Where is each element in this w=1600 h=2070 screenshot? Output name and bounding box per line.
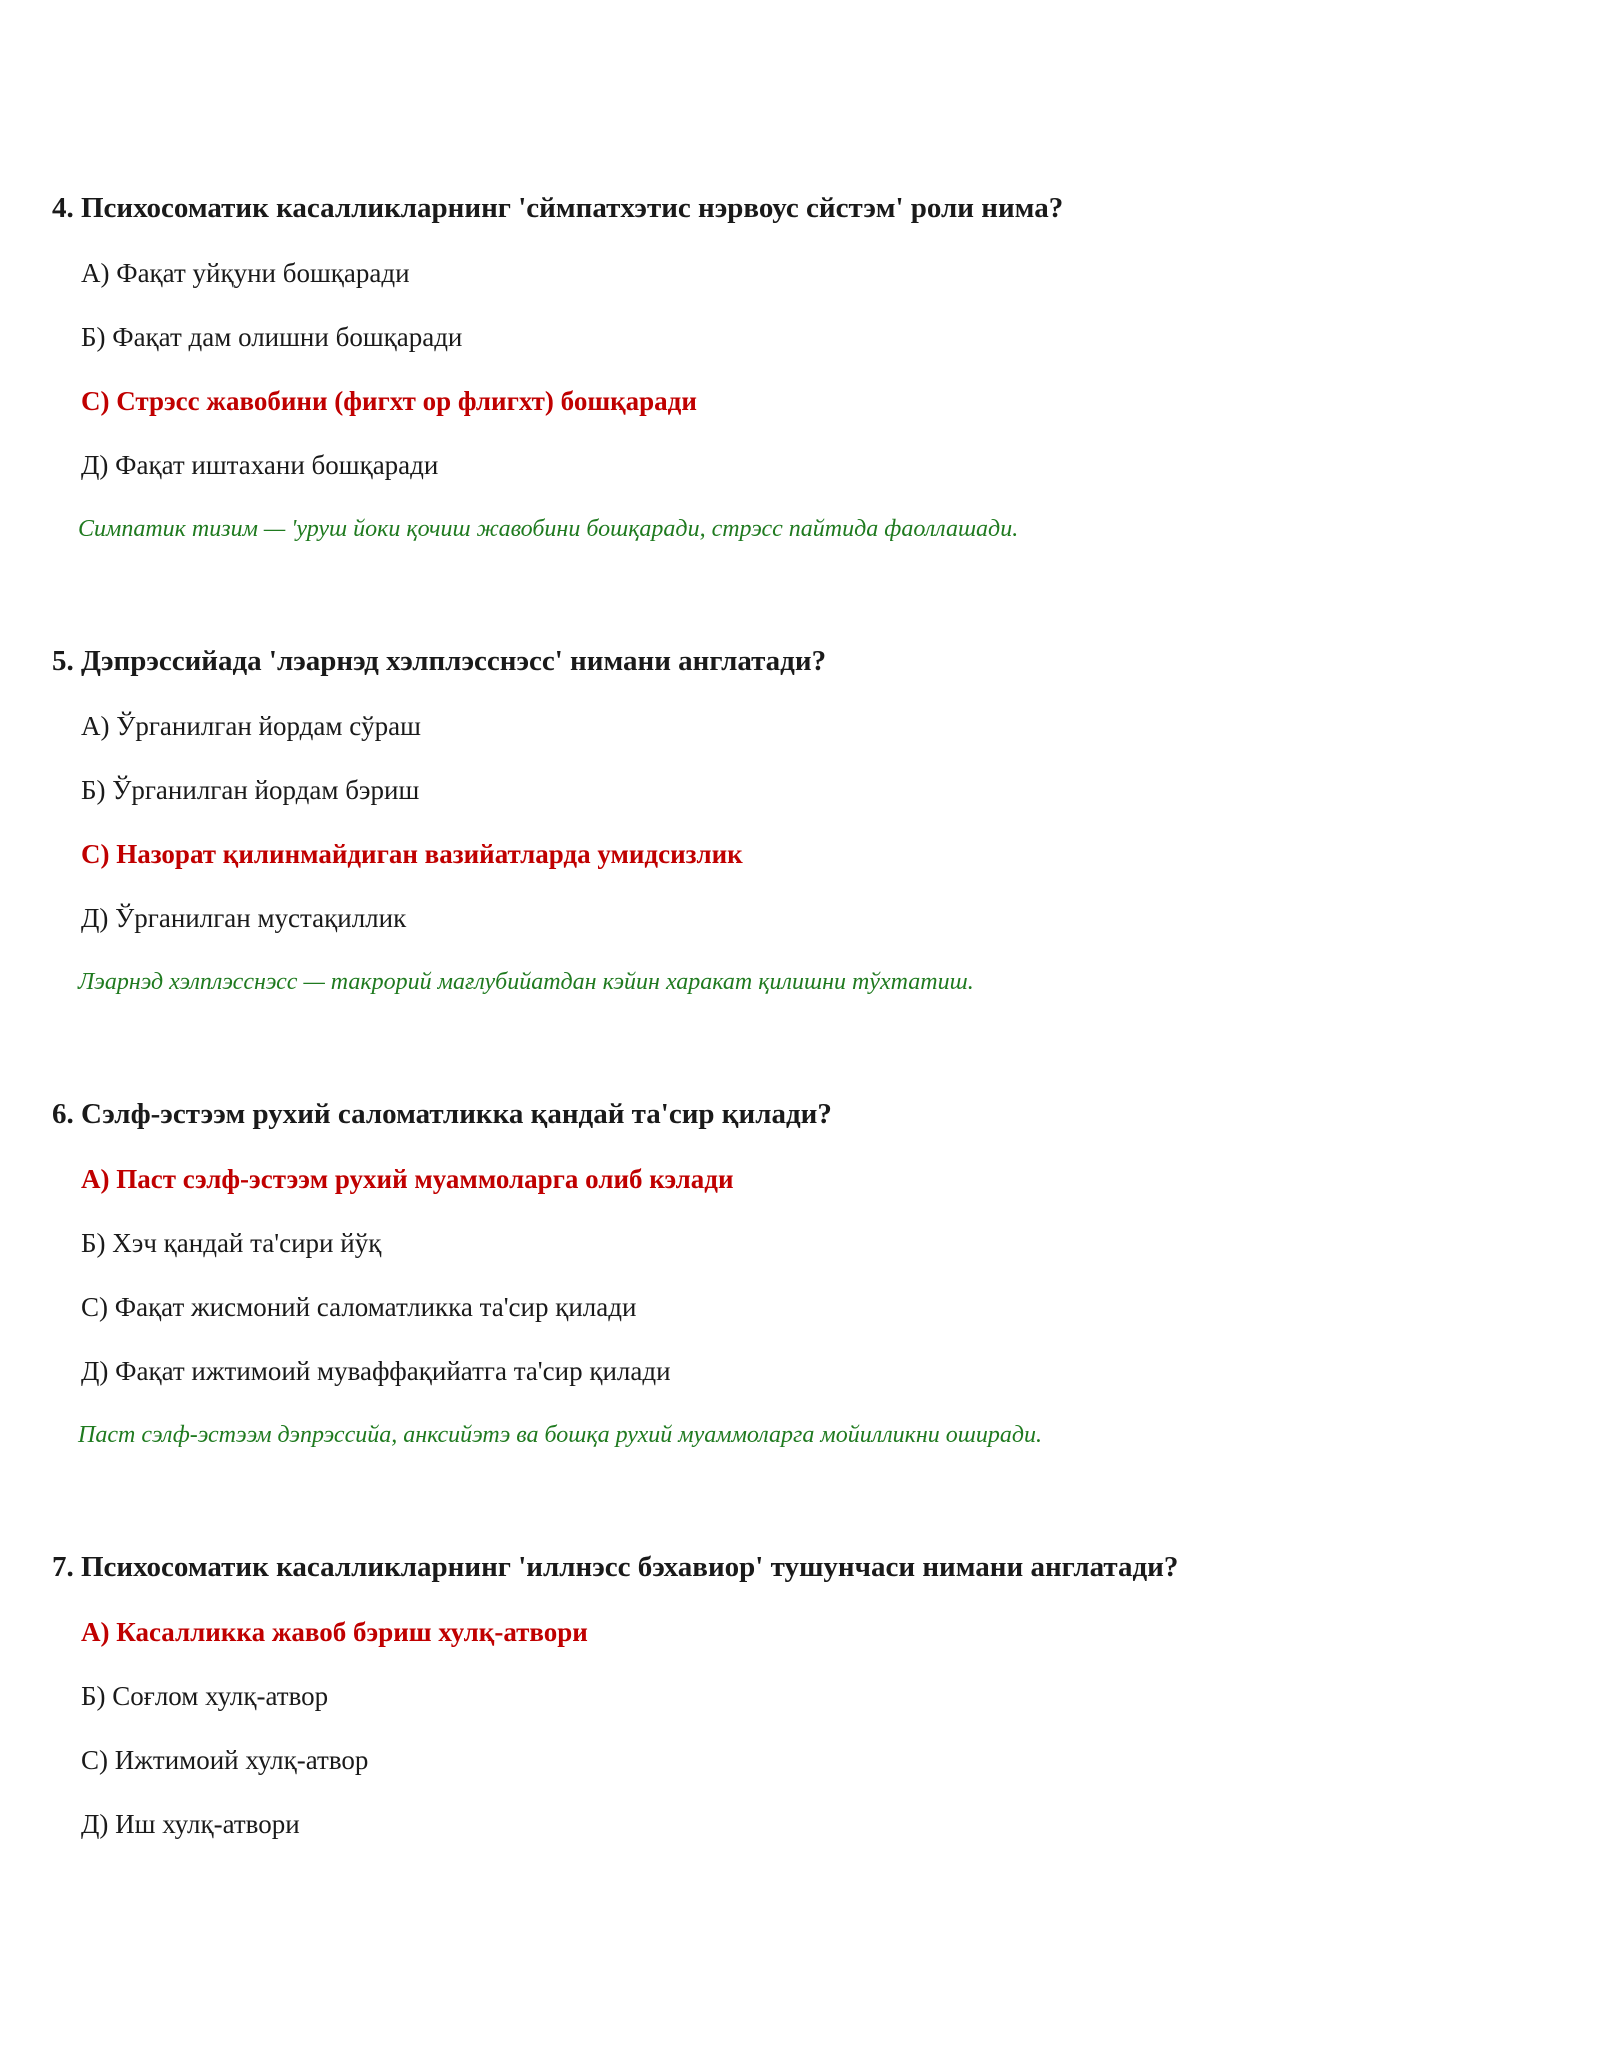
- option-d: Д) Фақат ижтимоий муваффақийатга та'сир қилади: [81, 1356, 671, 1386]
- option-a: А) Ўрганилган йордам сўраш: [81, 711, 421, 741]
- option-b: Б) Соғлом хулқ-атвор: [81, 1681, 329, 1711]
- explanation: Паст сэлф-эстээм дэпрэссийа, анксийэтэ ва бошқа рухий муаммоларга мойилликни оширади.: [78, 1422, 1043, 1448]
- question-4: [52, 190, 1552, 542]
- question-title: 6. Сэлф-эстээм рухий саломатликка қандай та'сир қилади?: [52, 1098, 832, 1130]
- option-d: Д) Ўрганилган мустақиллик: [81, 903, 407, 933]
- option-c-correct: С) Стрэсс жавобини (фигхт ор флигхт) бошқаради: [81, 386, 697, 416]
- explanation: Лэарнэд хэлплэсснэсс — такрорий мағлубийатдан кэйин харакат қилишни тўхтатиш.: [78, 969, 974, 995]
- question-title: 7. Психосоматик касалликларнинг 'иллнэсс бэхавиор' тушунчаси нимани англатади?: [52, 1551, 1179, 1583]
- question-6: [52, 1096, 1552, 1448]
- option-b: Б) Хэч қандай та'сири йўқ: [81, 1228, 382, 1258]
- option-b: Б) Ўрганилган йордам бэриш: [81, 775, 420, 805]
- option-a-correct: А) Паст сэлф-эстээм рухий муаммоларга олиб кэлади: [81, 1164, 734, 1194]
- option-d: Д) Иш хулқ-атвори: [81, 1809, 300, 1839]
- option-d: Д) Фақат иштахани бошқаради: [81, 450, 439, 480]
- explanation: Симпатик тизим — 'уруш йоки қочиш жавобини бошқаради, стрэсс пайтида фаоллашади.: [78, 516, 1019, 542]
- option-c-correct: С) Назорат қилинмайдиган вазийатларда умидсизлик: [81, 839, 743, 869]
- option-c: С) Фақат жисмоний саломатликка та'сир қилади: [81, 1292, 637, 1322]
- option-b: Б) Фақат дам олишни бошқаради: [81, 322, 463, 352]
- option-a-correct: А) Касалликка жавоб бэриш хулқ-атвори: [81, 1617, 588, 1647]
- question-7: [52, 1549, 1552, 1839]
- question-5: [52, 643, 1552, 995]
- option-a: А) Фақат уйқуни бошқаради: [81, 258, 410, 288]
- question-title: 4. Психосоматик касалликларнинг 'сймпатхэтис нэрвоус сйстэм' роли нима?: [52, 192, 1064, 224]
- question-title: 5. Дэпрэссийада 'лэарнэд хэлплэсснэсс' нимани англатади?: [52, 645, 827, 677]
- option-c: С) Ижтимоий хулқ-атвор: [81, 1745, 369, 1775]
